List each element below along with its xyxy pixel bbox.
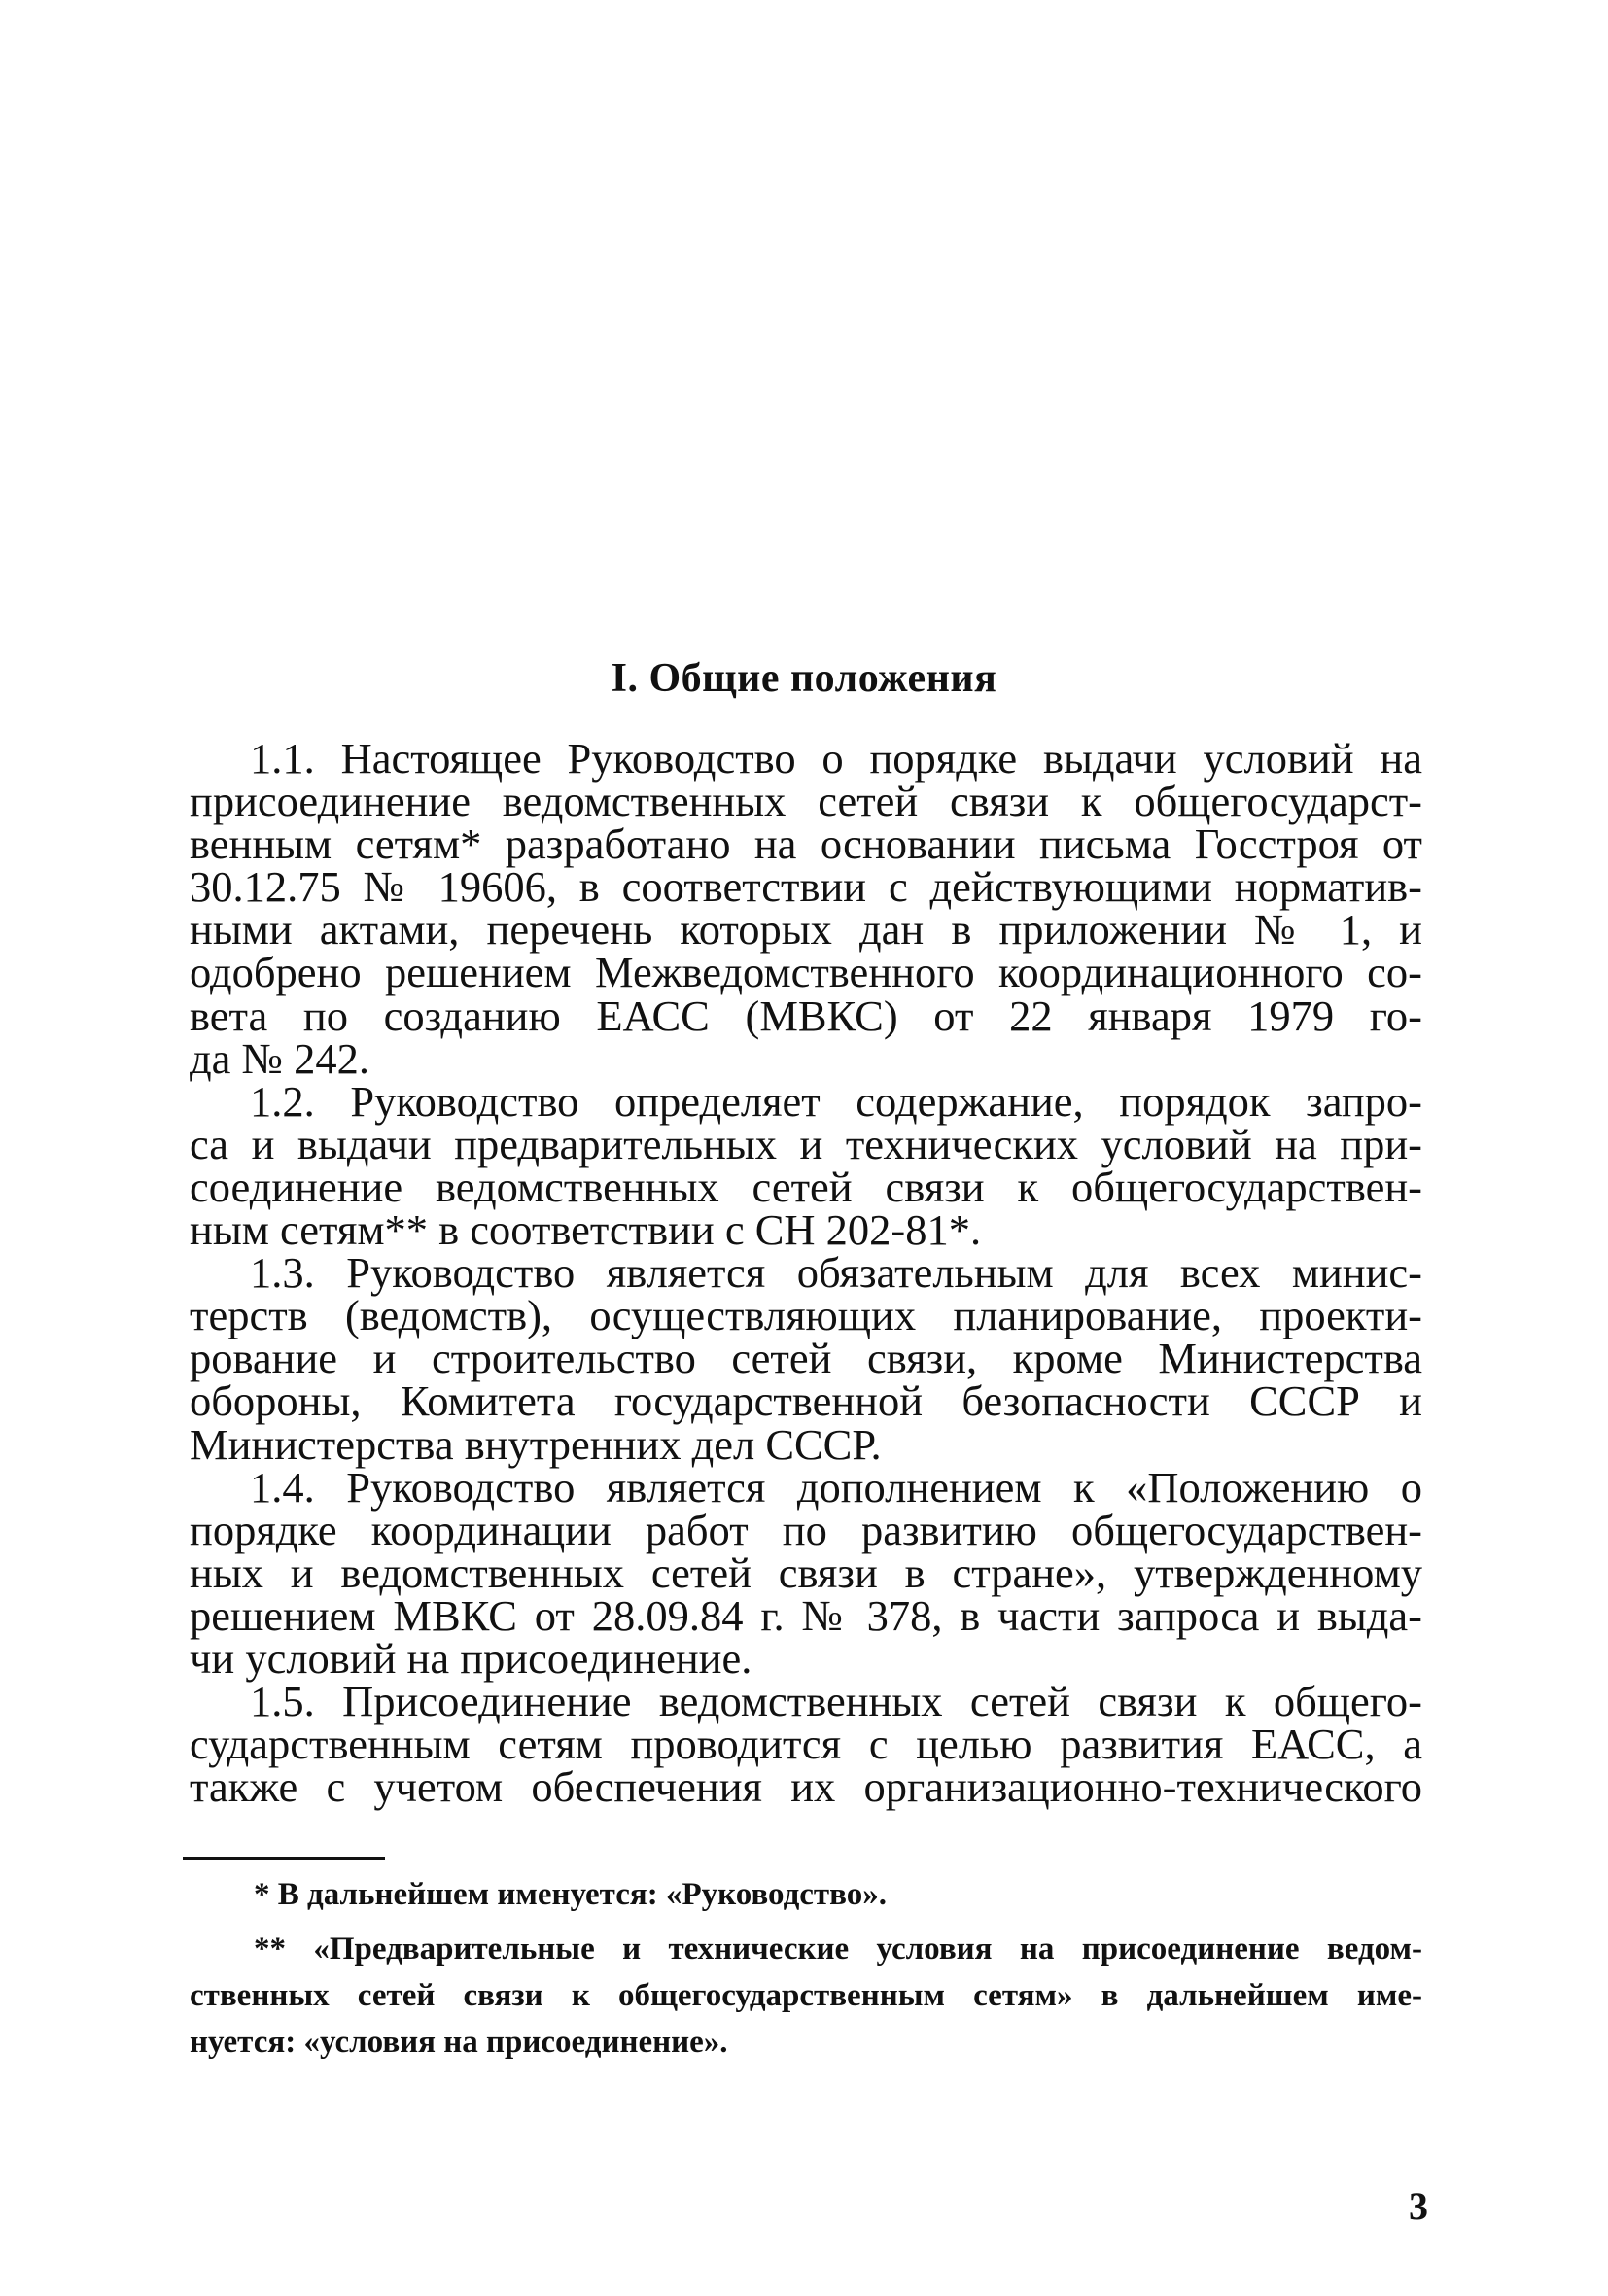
paragraph-1-1-line: венным сетям* разработано на основании письма Госстроя от: [190, 819, 1422, 869]
paragraph-1-3-line: рование и строительство сетей связи, кроме Министерства: [190, 1334, 1422, 1383]
section-title: I. Общие положения: [611, 656, 997, 701]
footnote-2-line: нуется: «условия на присоединение».: [190, 2025, 728, 2060]
paragraph-1-4-line: чи условий на присоединение.: [190, 1633, 752, 1683]
footnote-divider: [183, 1857, 385, 1860]
paragraph-1-1-line: да № 242.: [190, 1033, 369, 1083]
paragraph-1-3-line: 1.3. Руководство является обязательным для всех минис-: [250, 1248, 1422, 1298]
paragraph-1-2-line: 1.2. Руководство определяет содержание, порядок запро-: [250, 1076, 1422, 1126]
paragraph-1-2-line: са и выдачи предварительных и технических условий на при-: [190, 1119, 1422, 1168]
paragraph-1-1-line: присоединение ведомственных сетей связи к общегосударст-: [190, 777, 1422, 826]
paragraph-1-1-line: вета по созданию ЕАСС (МВКС) от 22 января 1979 го-: [190, 991, 1422, 1040]
paragraph-1-5-line: 1.5. Присоединение ведомственных сетей связи к общего-: [250, 1677, 1422, 1726]
paragraph-1-2-line: ным сетям** в соответствии с СН 202-81*.: [190, 1205, 982, 1255]
footnotes: [190, 1871, 1422, 2066]
paragraph-1-1-line: 30.12.75 № 19606, в соответствии с действующими норматив-: [190, 862, 1422, 912]
paragraph-1-1-line: одобрено решением Межведомственного координационного со-: [190, 948, 1422, 997]
paragraph-1-4-line: ных и ведомственных сетей связи в стране», утвержденному: [190, 1548, 1422, 1597]
paragraph-1-3-line: обороны, Комитета государственной безопасности СССР и: [190, 1376, 1422, 1426]
paragraph-1-3-line: терств (ведомств), осуществляющих планирование, проекти-: [190, 1291, 1422, 1340]
paragraph-1-5-line: также с учетом обеспечения их организационно-технического: [190, 1762, 1422, 1812]
paragraph-1-1-line: ными актами, перечень которых дан в приложении № 1, и: [190, 905, 1422, 955]
body-text: [190, 734, 1422, 1812]
footnote-2-line: ** «Предварительные и технические условия на присоединение ведом-: [254, 1931, 1422, 1966]
paragraph-1-2-line: соединение ведомственных сетей связи к общегосударствен-: [190, 1162, 1422, 1211]
paragraph-1-1-line: 1.1. Настоящее Руководство о порядке выдачи условий на: [250, 734, 1422, 783]
paragraph-1-5-line: сударственным сетям проводится с целью развития ЕАСС, а: [190, 1720, 1422, 1769]
footnote-2-line: ственных сетей связи к общегосударственным сетям» в дальнейшем име-: [190, 1978, 1422, 2013]
paragraph-1-4-line: 1.4. Руководство является дополнением к «Положению о: [250, 1462, 1422, 1512]
paragraph-1-4-line: решением МВКС от 28.09.84 г. № 378, в части запроса и выда-: [190, 1590, 1422, 1640]
paragraph-1-4-line: порядке координации работ по развитию общегосударствен-: [190, 1505, 1422, 1554]
page-number: 3: [1409, 2184, 1428, 2228]
footnote-1: * В дальнейшем именуется: «Руководство».: [254, 1877, 887, 1912]
paragraph-1-3-line: Министерства внутренних дел СССР.: [190, 1419, 882, 1469]
